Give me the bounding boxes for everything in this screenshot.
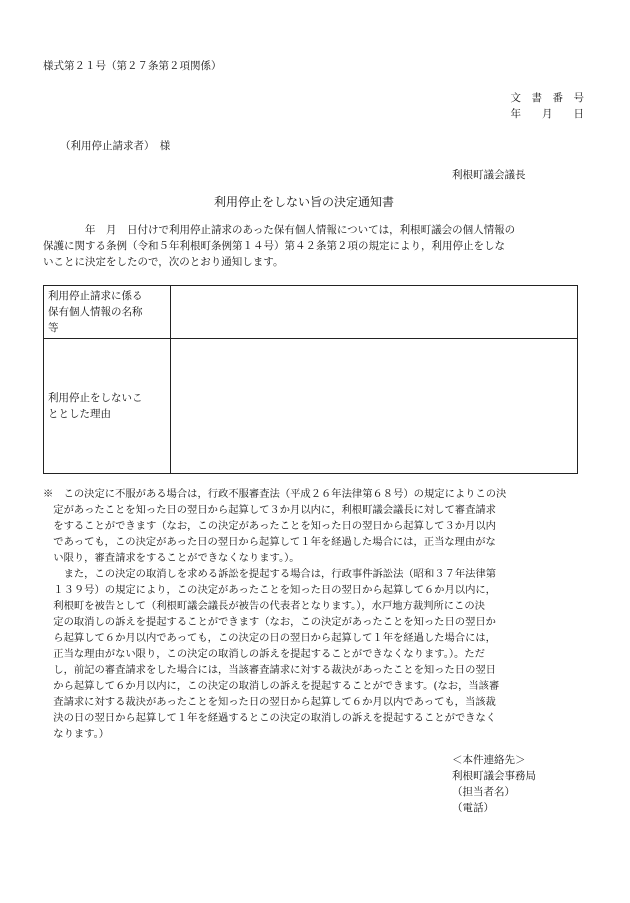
info-table bbox=[43, 285, 578, 474]
contact-person: （担当者名） bbox=[452, 786, 515, 798]
row-value-reason bbox=[171, 339, 578, 474]
notice-line: 定の取消しの訴えを提起することができます（なお，この決定があったことを知った日の翌日か bbox=[43, 616, 496, 628]
notice-line: 決の日の翌日から起算して１年を経過するとこの決定の取消しの訴えを提起することができなく bbox=[43, 712, 497, 724]
document-number-label: 文 書 番 号 bbox=[510, 92, 584, 104]
notice-line: ※ この決定に不服がある場合は，行政不服審査法（平成２６年法律第６８号）の規定によりこの決 bbox=[43, 488, 507, 500]
notice-line: 正当な理由がない限り，この決定の取消しの訴えを提起することができなくなります。）。ただ bbox=[43, 648, 485, 660]
document-title: 利用停止をしない旨の決定通知書 bbox=[214, 195, 395, 209]
notice-line: 定があったことを知った日の翌日から起算して３か月以内に，利根町議会議長に対して審査請求 bbox=[43, 504, 496, 516]
notice-line: し，前記の審査請求をした場合には，当該審査請求に対する裁決があったことを知った日の翌日 bbox=[43, 664, 496, 676]
notice-line: であっても，この決定があった日の翌日から起算して１年を経過した場合には，正当な理由がな bbox=[43, 536, 496, 548]
row-label-info-name: 利用停止請求に係る 保有個人情報の名称 等 bbox=[44, 286, 171, 339]
intro-line: いことに決定をしたので，次のとおり通知します。 bbox=[43, 256, 284, 268]
intro-line: 保護に関する条例（令和５年利根町条例第１４号）第４２条第２項の規定により，利用停止をしな bbox=[43, 240, 505, 252]
contact-heading: ＜本件連絡先＞ bbox=[452, 754, 526, 766]
row-label-reason: 利用停止をしないこ ととした理由 bbox=[44, 339, 171, 474]
notice-paragraph bbox=[43, 486, 506, 742]
notice-line: ら起算して６か月以内であっても，この決定の日の翌日から起算して１年を経過した場合には， bbox=[43, 632, 496, 644]
table-row-info-name bbox=[44, 286, 578, 339]
intro-paragraph bbox=[43, 222, 515, 270]
contact-office: 利根町議会事務局 bbox=[452, 770, 536, 782]
notice-line: 利根町を被告として（利根町議会議長が被告の代表者となります。），水戸地方裁判所にこの決 bbox=[43, 600, 485, 612]
notice-line: また，この決定の取消しを求める訴訟を提起する場合は，行政事件訴訟法（昭和３７年法律第 bbox=[43, 568, 497, 580]
row-value-info-name bbox=[171, 286, 578, 339]
notice-line: をすることができます（なお，この決定があったことを知った日の翌日から起算して３か月以内 bbox=[43, 520, 496, 532]
notice-line: １３９号）の規定により，この決定があったことを知った日の翌日から起算して６か月以内に， bbox=[43, 584, 496, 596]
form-number: 様式第２１号（第２７条第２項関係） bbox=[43, 60, 222, 72]
notice-line: から起算して６か月以内に，この決定の取消しの訴えを提起することができます。(なお，当該審 bbox=[43, 680, 500, 692]
notice-line: い限り，審査請求をすることができなくなります。）。 bbox=[43, 552, 300, 564]
addressee: （利用停止請求者） 様 bbox=[60, 140, 171, 152]
contact-phone: （電話） bbox=[452, 802, 494, 814]
notice-line: 査請求に対する裁決があったことを知った日の翌日から起算して６か月以内であっても，当該裁 bbox=[43, 696, 496, 708]
intro-line: 年 月 日付けで利用停止請求のあった保有個人情報については，利根町議会の個人情報の bbox=[43, 224, 516, 236]
contact-block bbox=[452, 752, 536, 816]
notice-line: なります。） bbox=[43, 728, 110, 740]
sender: 利根町議会議長 bbox=[452, 169, 526, 181]
date-placeholder: 年 月 日 bbox=[510, 108, 584, 120]
table-row-reason bbox=[44, 339, 578, 474]
